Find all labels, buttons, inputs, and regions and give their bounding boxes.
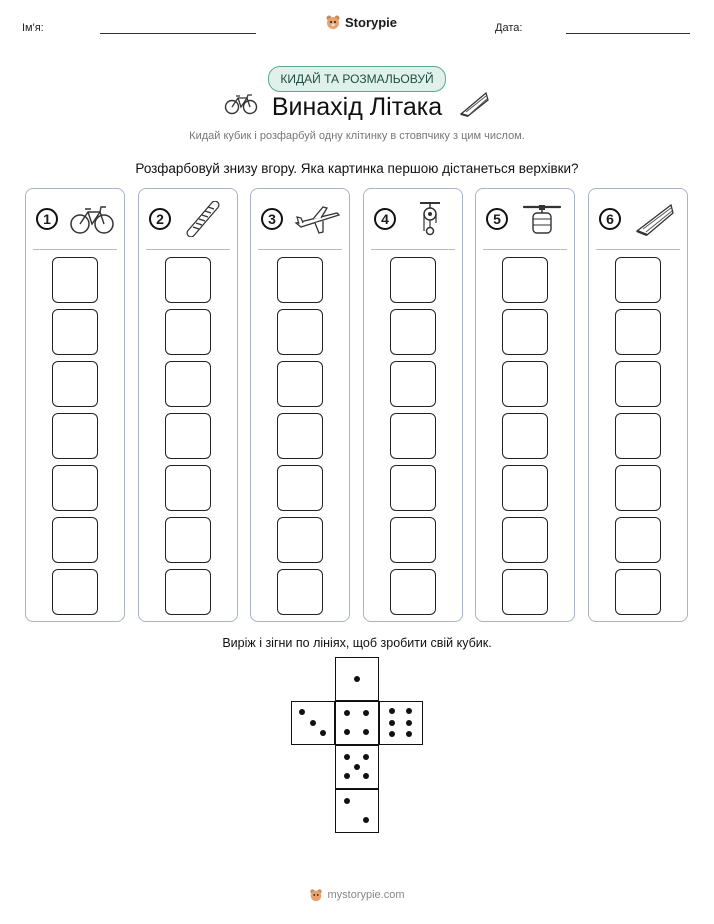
divider: [596, 249, 680, 250]
coloring-cell[interactable]: [390, 257, 436, 303]
airplane-icon: [293, 201, 341, 237]
dice-pip: [344, 754, 350, 760]
coloring-cell[interactable]: [165, 413, 211, 459]
coloring-cell[interactable]: [390, 413, 436, 459]
activity-badge: КИДАЙ ТА РОЗМАЛЬОВУЙ: [268, 66, 446, 92]
wing-icon: [631, 201, 679, 237]
coloring-cell[interactable]: [165, 309, 211, 355]
coloring-cell[interactable]: [52, 569, 98, 615]
dice-pip: [363, 710, 369, 716]
date-label: Дата:: [495, 22, 523, 34]
coloring-cell[interactable]: [390, 517, 436, 563]
name-field-line[interactable]: [100, 33, 256, 34]
column-number: 3: [261, 208, 283, 230]
coloring-cell[interactable]: [165, 517, 211, 563]
coloring-cell[interactable]: [615, 517, 661, 563]
coloring-cell[interactable]: [277, 569, 323, 615]
footer-url: mystorypie.com: [327, 889, 405, 901]
dice-pip: [320, 730, 326, 736]
divider: [371, 249, 455, 250]
coloring-cell[interactable]: [165, 569, 211, 615]
coloring-cell[interactable]: [52, 413, 98, 459]
bear-logo-icon: [325, 14, 341, 30]
coloring-cell[interactable]: [277, 413, 323, 459]
coloring-cell[interactable]: [277, 257, 323, 303]
coloring-cell[interactable]: [277, 517, 323, 563]
dice-pip: [389, 708, 395, 714]
coloring-cell[interactable]: [52, 309, 98, 355]
coloring-cell[interactable]: [390, 361, 436, 407]
coloring-cell[interactable]: [615, 309, 661, 355]
footer: [0, 888, 714, 902]
coloring-cell[interactable]: [502, 361, 548, 407]
dice-pip: [344, 710, 350, 716]
dice-pip: [344, 729, 350, 735]
coloring-cell[interactable]: [277, 361, 323, 407]
divider: [33, 249, 117, 250]
coloring-cell[interactable]: [615, 257, 661, 303]
coloring-cell[interactable]: [502, 517, 548, 563]
coloring-cell[interactable]: [165, 465, 211, 511]
dice-pip: [363, 729, 369, 735]
cut-instruction: Виріж і зігни по лініях, щоб зробити свій кубик.: [222, 636, 492, 650]
dice-pip: [344, 773, 350, 779]
dice-face-4: [335, 701, 379, 745]
divider: [483, 249, 567, 250]
coloring-cell[interactable]: [165, 361, 211, 407]
coloring-cell[interactable]: [615, 413, 661, 459]
coloring-cell[interactable]: [615, 569, 661, 615]
bear-logo-icon: [309, 888, 323, 902]
coloring-cell[interactable]: [502, 257, 548, 303]
divider: [258, 249, 342, 250]
dice-pip: [389, 731, 395, 737]
dice-column-2: [138, 188, 238, 622]
dice-pip: [363, 754, 369, 760]
dice-column-6: [588, 188, 688, 622]
dice-pip: [299, 709, 305, 715]
coloring-cell[interactable]: [615, 361, 661, 407]
column-number: 2: [149, 208, 171, 230]
coloring-cell[interactable]: [52, 465, 98, 511]
coloring-cell[interactable]: [615, 465, 661, 511]
bicycle-icon: [68, 201, 116, 237]
dice-face-3: [291, 701, 335, 745]
dice-pip: [363, 817, 369, 823]
dice-pip: [354, 676, 360, 682]
dice-face-1: [335, 657, 379, 701]
page-title: Винахід Літака: [271, 93, 443, 121]
dice-pip: [363, 773, 369, 779]
dice-column-4: [363, 188, 463, 622]
dice-face-2: [335, 789, 379, 833]
coloring-cell[interactable]: [502, 413, 548, 459]
coloring-cell[interactable]: [52, 517, 98, 563]
dice-pip: [354, 764, 360, 770]
column-number: 1: [36, 208, 58, 230]
coloring-cell[interactable]: [502, 465, 548, 511]
dice-column-5: [475, 188, 575, 622]
coloring-cell[interactable]: [52, 257, 98, 303]
pulley-icon: [406, 201, 454, 237]
dice-pip: [389, 720, 395, 726]
coloring-cell[interactable]: [502, 569, 548, 615]
dice-column-1: [25, 188, 125, 622]
brand-logo: [325, 14, 397, 30]
dice-face-6: [379, 701, 423, 745]
dice-pip: [310, 720, 316, 726]
wing-icon: [458, 90, 490, 118]
dice-pip: [406, 708, 412, 714]
dice-face-5: [335, 745, 379, 789]
coloring-cell[interactable]: [52, 361, 98, 407]
brand-name: Storypie: [345, 14, 398, 30]
column-number: 6: [599, 208, 621, 230]
dice-pip: [344, 798, 350, 804]
twisted-rope-icon: [181, 201, 229, 237]
coloring-cell[interactable]: [165, 257, 211, 303]
dice-column-3: [250, 188, 350, 622]
coloring-cell[interactable]: [390, 309, 436, 355]
column-number: 4: [374, 208, 396, 230]
coloring-cell[interactable]: [277, 309, 323, 355]
name-label: Ім'я:: [22, 22, 44, 34]
divider: [146, 249, 230, 250]
coloring-cell[interactable]: [390, 569, 436, 615]
coloring-cell[interactable]: [502, 309, 548, 355]
dice-pip: [406, 720, 412, 726]
propeller-engine-icon: [518, 201, 566, 237]
coloring-cell[interactable]: [277, 465, 323, 511]
instruction: Розфарбовуй знизу вгору. Яка картинка першою дістанеться верхівки?: [135, 161, 579, 176]
subtitle: Кидай кубик і розфарбуй одну клітинку в стовпчику з цим числом.: [189, 130, 525, 142]
dice-pip: [406, 731, 412, 737]
coloring-cell[interactable]: [390, 465, 436, 511]
column-number: 5: [486, 208, 508, 230]
date-field-line[interactable]: [566, 33, 690, 34]
